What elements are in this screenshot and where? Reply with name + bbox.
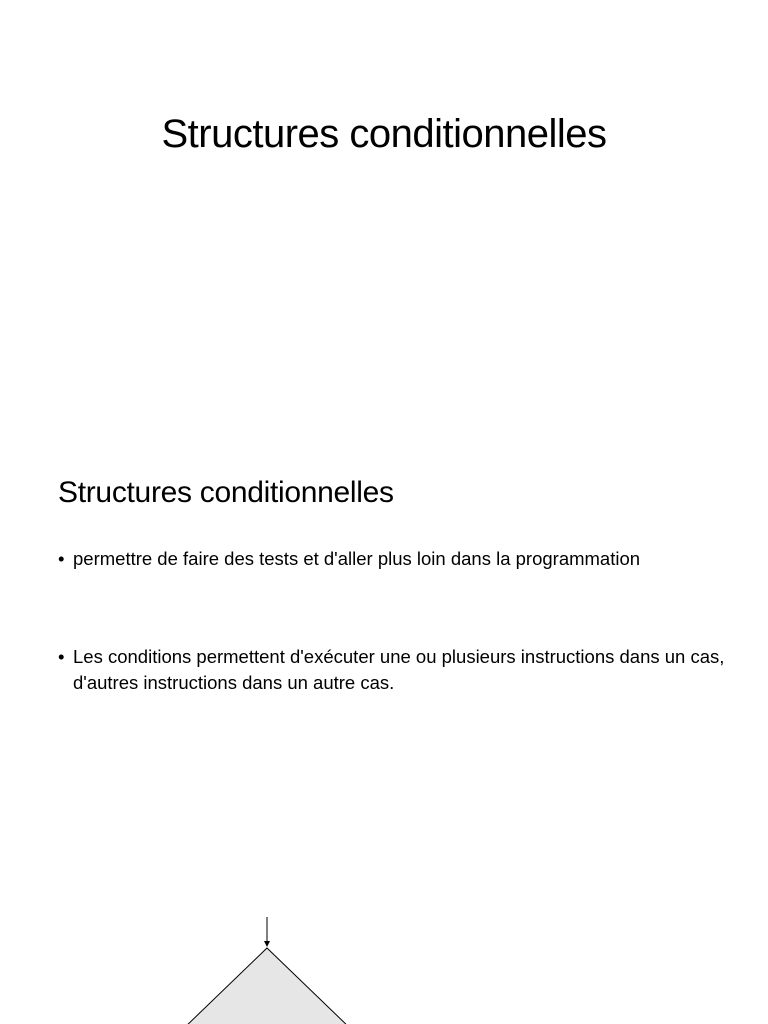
diagram-slide xyxy=(0,870,768,1024)
bullet-item xyxy=(58,644,728,696)
bullet-dot-icon: • xyxy=(58,646,65,667)
title-slide xyxy=(0,0,768,430)
bullet-item xyxy=(58,546,728,572)
bullet-text: Les conditions permettent d'exécuter une ou plusieurs instructions dans un cas, d'autres instructions dans un autre cas. xyxy=(73,646,725,693)
arrow-head-icon xyxy=(264,941,270,947)
slide-heading: Structures conditionnelles xyxy=(58,476,394,509)
bullet-dot-icon: • xyxy=(58,548,65,569)
flowchart xyxy=(0,870,768,1024)
decision-diamond xyxy=(182,948,352,1024)
bullet-text: permettre de faire des tests et d'aller plus loin dans la programmation xyxy=(73,548,641,569)
bullet-list xyxy=(58,546,728,696)
slide-title: Structures conditionnelles xyxy=(161,112,607,156)
content-slide xyxy=(0,430,768,870)
